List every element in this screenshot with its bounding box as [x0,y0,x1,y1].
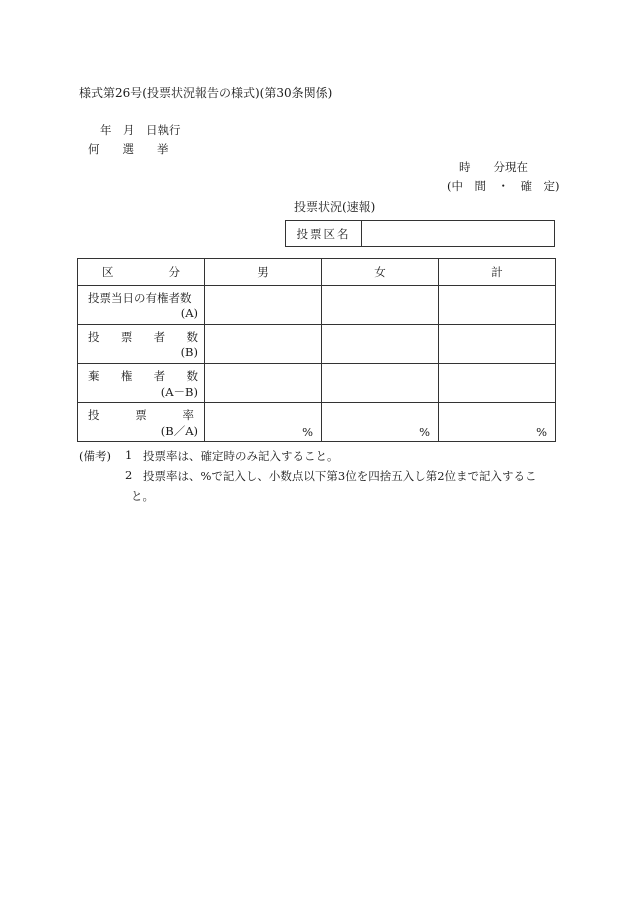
note-number: 2 [125,468,133,482]
report-time-line: 時 分現在 [459,160,528,174]
header-male: 男 [205,259,322,286]
execution-date-line: 年 月 日執行 [100,123,181,137]
note-text: 投票率は、%で記入し、小数点以下第3位を四捨五入し第2位まで記入するこ [143,469,537,483]
cell-total[interactable] [439,325,556,364]
header-category [78,259,205,286]
table-row-eligible-voters [78,286,556,325]
row-label [78,403,205,442]
form-title: 様式第26号(投票状況報告の様式)(第30条関係) [79,86,333,100]
row-label-char: 票 [135,408,147,422]
row-label-char: 権 [120,369,133,383]
row-label-sub: (B) [180,345,198,359]
row-label-char: 棄 [88,369,100,383]
header-category-part: 区 [102,265,114,279]
note-text-continuation: と。 [131,489,154,503]
row-label-text: 投票当日の有権者数 [88,291,192,305]
row-label [78,325,205,364]
row-label [78,364,205,403]
percent-symbol: % [302,425,313,439]
cell-total[interactable] [439,403,556,442]
note-number: 1 [125,448,133,462]
row-label-char: 票 [120,330,133,344]
row-label-sub: (A) [180,306,198,320]
cell-female[interactable] [322,364,439,403]
row-label [78,286,205,325]
cell-total[interactable] [439,286,556,325]
voting-district-label: 投票区名 [286,221,362,246]
cell-male[interactable] [205,364,322,403]
report-status-line: (中 間 ・ 確 定) [447,179,560,193]
notes-label: (備考) [79,449,111,463]
row-label-char: 数 [186,330,198,344]
row-label-char: 者 [153,369,166,383]
percent-symbol: % [419,425,430,439]
row-label-char: 者 [153,330,166,344]
row-label-char: 数 [186,369,198,383]
row-label-char: 投 [88,330,100,344]
header-total: 計 [439,259,556,286]
election-name-line: 何 選 挙 [88,142,169,156]
cell-female[interactable] [322,286,439,325]
table-row-turnout [78,403,556,442]
cell-male[interactable] [205,325,322,364]
voting-district-field[interactable] [362,221,554,246]
voting-status-table [77,258,556,442]
cell-total[interactable] [439,364,556,403]
percent-symbol: % [536,425,547,439]
note-text: 投票率は、確定時のみ記入すること。 [143,449,339,463]
row-label-sub: (B／A) [160,424,198,438]
table-row-voters [78,325,556,364]
report-title: 投票状況(速報) [294,200,376,214]
cell-male[interactable] [205,403,322,442]
voting-district-box [285,220,555,247]
row-label-sub: (A－B) [160,385,198,399]
cell-female[interactable] [322,403,439,442]
row-label-char: 投 [88,408,100,422]
cell-female[interactable] [322,325,439,364]
cell-male[interactable] [205,286,322,325]
row-label-char: 率 [182,408,194,422]
header-category-part: 分 [168,265,180,279]
table-header-row [78,259,556,286]
table-row-abstainers [78,364,556,403]
header-female: 女 [322,259,439,286]
